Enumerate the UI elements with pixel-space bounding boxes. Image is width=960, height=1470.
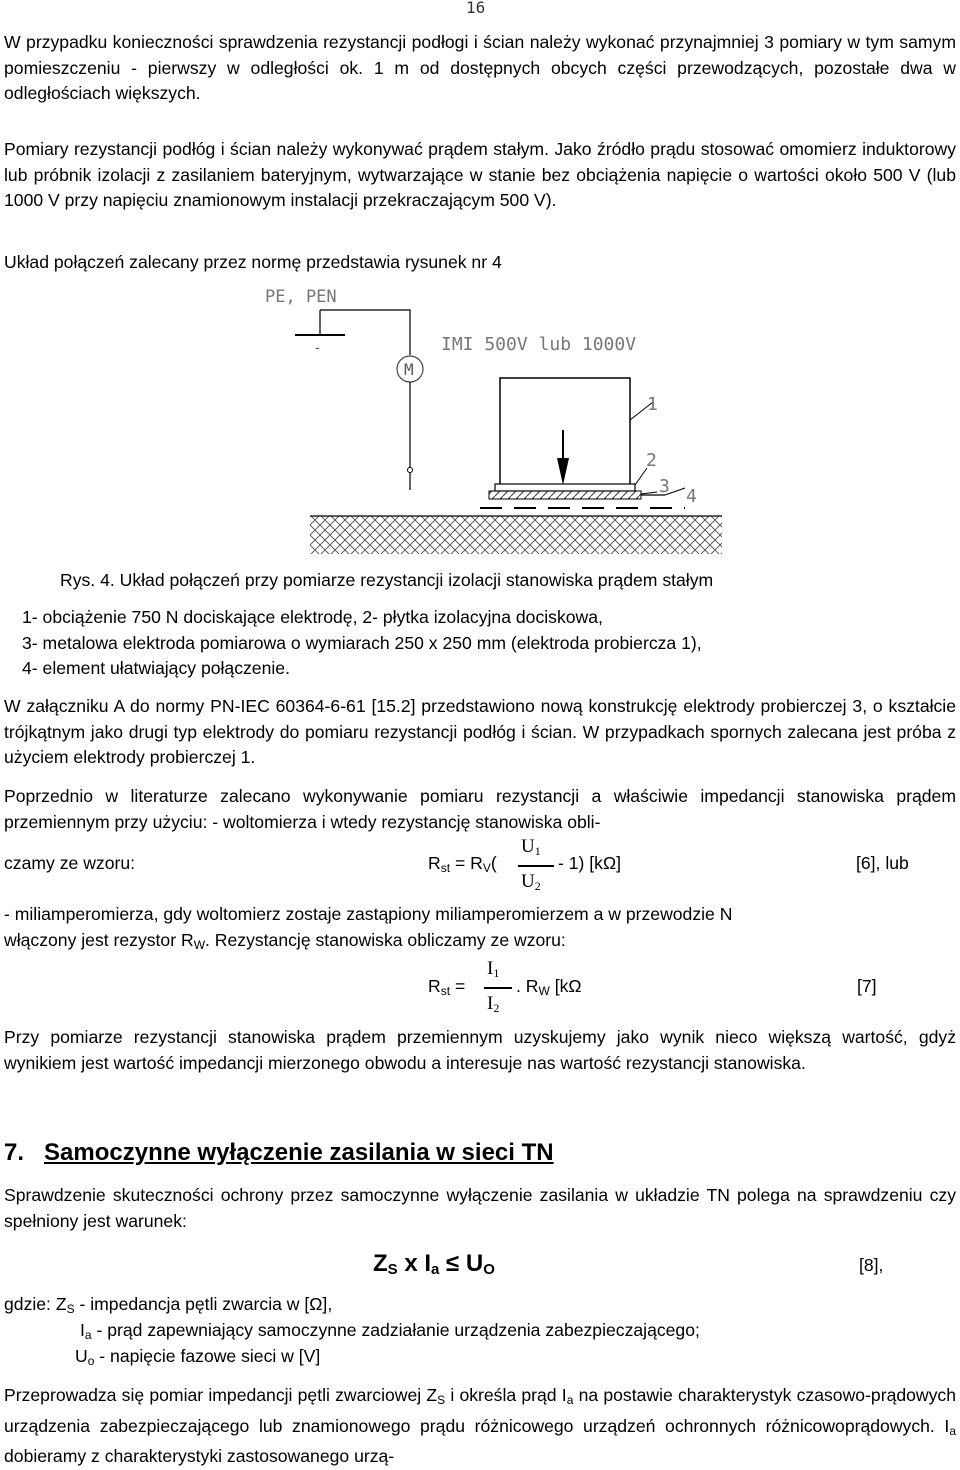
figure-caption: Rys. 4. Układ połączeń przy pomiarze rezystancji izolacji stanowiska prądem stałym — [60, 570, 714, 590]
formula-6-denominator: $U_2$ — [521, 871, 541, 893]
formula-6-numerator: $U_1$ — [521, 836, 541, 858]
paragraph-measurement-count: W przypadku konieczności sprawdzenia rezystancji podłogi i ścian należy wykonać przynajmniej 3 pomiary w tym samym pomieszczeniu - pierwszy w odległości ok. 1 m od dostępnych obcych części przewodzących, pozostałe dwa w odległościach większych. — [4, 32, 956, 104]
label-3: 3 — [659, 476, 670, 497]
section-heading: 7. Samoczynne wyłączenie zasilania w sieci TN — [4, 1139, 554, 1166]
formula-6-lhs: $R_{st} = R_V$( — [428, 853, 497, 875]
formula-6-lead: czamy ze wzoru: — [4, 853, 136, 873]
label-2: 2 — [646, 450, 657, 471]
paragraph-dc-measurement: Pomiary rezystancji podłóg i ścian należy wykonywać prądem stałym. Jako źródło prądu stosować omomierz induktorowy lub próbnik izolacji z zasilaniem bateryjnym, wytwarzające w stanie bez obciążenia napięcie o wartości około 500 V (lub 1000 V przy napięciu znamionowym instalacji przekraczającym 500 V). — [4, 139, 956, 211]
page-number: 16 — [466, 0, 486, 17]
formula-7-fraction-bar — [484, 987, 512, 989]
formula-7-ref: [7] — [857, 976, 877, 996]
paragraph-impedance-measurement: Przeprowadza się pomiar impedancji pętli zwarciowej $Z_S$ i określa prąd $I_a$ na postawie charakterystyk czasowo-prądowych urządzenia zabezpieczającego lub znamionowego prądu różnicowego urządzeń ochronnych różnicowoprądowych. $I_a$ dobieramy z charakterystyki zastosowanego urzą- — [4, 1385, 957, 1467]
label-1: 1 — [647, 394, 658, 415]
paragraph-milliammeter-1: - miliamperomierza, gdy woltomierz zostaje zastąpiony miliamperomierzem a w przewodzie N — [4, 904, 733, 924]
formula-8-ref: [8], — [859, 1255, 884, 1275]
floor-hatching — [310, 516, 722, 554]
formula-7-lhs: $R_{st}$ = — [428, 976, 466, 998]
insulating-plate — [495, 484, 635, 491]
label-imi: IMI 500V lub 1000V — [441, 334, 637, 355]
meter-label: M — [404, 360, 414, 379]
paragraph-annex-a: W załączniku A do normy PN-IEC 60364-6-61 [15.2] przedstawiono nową konstrukcję elektrody probierczej 3, o kształcie trójkątnym jako drugi typ elektrody do pomiaru rezystancji podłóg i ścian. W przypadkach spornych zalecana jest próba z użyciem elektrody probierczej 1. — [4, 696, 956, 768]
definition-zs: gdzie: $Z_S$ - impedancja pętli zwarcia w [Ω], — [4, 1294, 333, 1316]
label-4: 4 — [686, 486, 697, 507]
formula-7-numerator: $I_1$ — [487, 958, 500, 980]
formula-6-ref: [6], lub — [856, 853, 909, 873]
formula-6-tail: - 1) [kΩ] — [558, 853, 622, 873]
formula-8-expression: $Z_S$ x $I_a \le U_O$ — [373, 1250, 495, 1278]
definition-ia: $I_a$ - prąd zapewniający samoczynne zadziałanie urządzenia zabezpieczającego; — [80, 1320, 700, 1342]
ground-minus-sign: - — [315, 339, 320, 355]
figure-legend — [22, 605, 702, 682]
formula-7-tail: . $R_W$ [kΩ — [516, 976, 582, 998]
legend-item: 3- metalowa elektroda pomiarowa o wymiarach 250 x 250 mm (elektroda probiercza 1), — [22, 632, 702, 653]
paragraph-ac-result: Przy pomiarze rezystancji stanowiska prądem przemiennym uzyskujemy jako wynik nieco większą wartość, gdyż wynikiem jest wartość impedancji mierzonego obwodu a interesuje nas wartość rezystancji stanowiska. — [4, 1027, 956, 1073]
legend-item: 4- element ułatwiający połączenie. — [22, 658, 290, 679]
formula-6-fraction-bar — [518, 865, 554, 867]
paragraph-milliammeter-2: włączony jest rezystor $R_W$. Rezystancję stanowiska obliczamy ze wzoru: — [4, 930, 566, 952]
electrode — [489, 491, 641, 499]
figure-measurement-circuit — [255, 280, 725, 560]
paragraph-figure-intro: Układ połączeń zalecany przez normę przedstawia rysunek nr 4 — [4, 252, 502, 272]
legend-item: 1- obciążenie 750 N dociskające elektrodę, 2- płytka izolacyjna dociskowa, — [22, 607, 603, 627]
label-pe-pen: PE, PEN — [265, 287, 337, 307]
formula-7-denominator: $I_2$ — [487, 993, 500, 1015]
definition-uo: $U_o$ - napięcie fazowe sieci w [V] — [75, 1346, 321, 1368]
paragraph-tn-condition: Sprawdzenie skuteczności ochrony przez samoczynne wyłączenie zasilania w układzie TN polega na sprawdzeniu czy spełniony jest warunek: — [4, 1185, 956, 1231]
paragraph-ac-measurement: Poprzednio w literaturze zalecano wykonywanie pomiaru rezystancji a właściwie impedancji stanowiska prądem przemiennym przy użyciu: - woltomierza i wtedy rezystancję stanowiska obli- — [4, 786, 956, 832]
